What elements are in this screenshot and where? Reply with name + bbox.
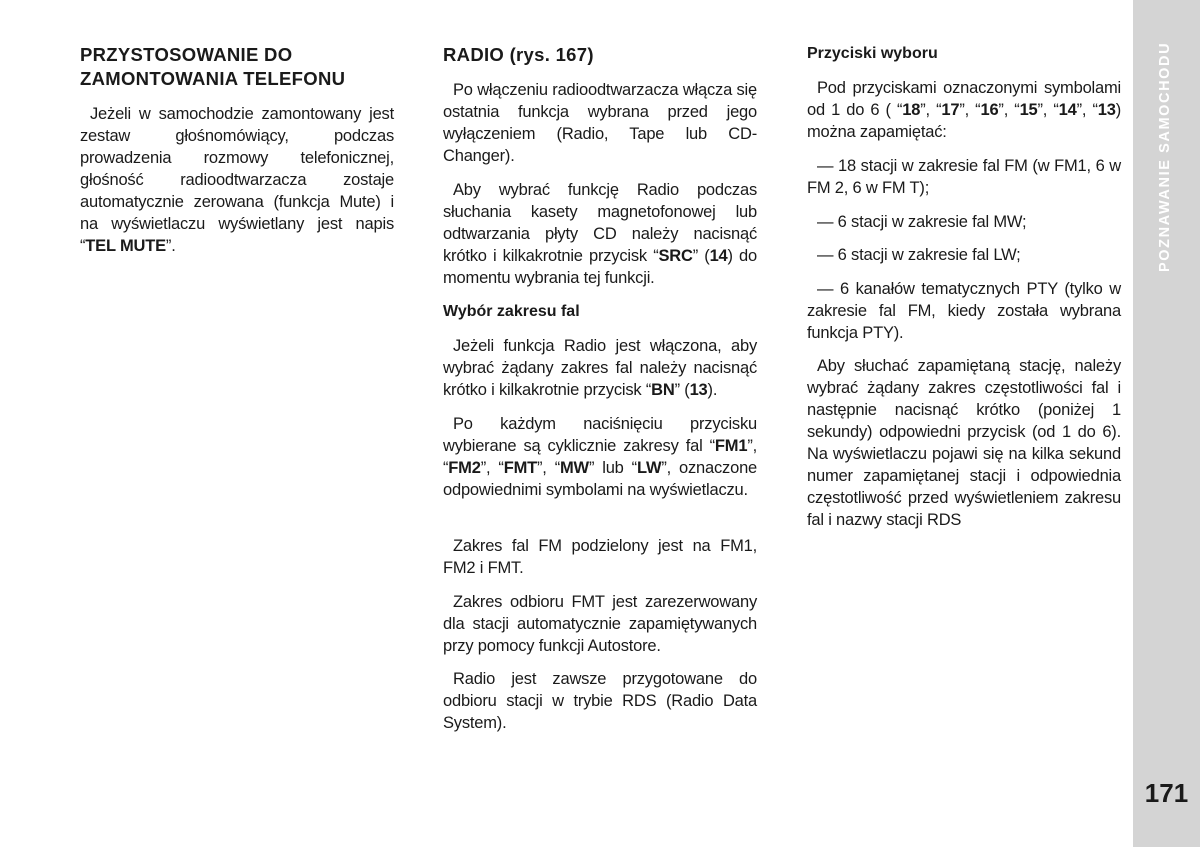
band-fm2: FM2	[448, 459, 481, 477]
radio-paragraph-3	[443, 335, 757, 401]
text: Jeżeli funkcja Radio jest włączona, aby wybrać żądany zakres fal należy nacisnąć krótko i kilkakrotnie przycisk “	[443, 337, 757, 399]
radio-paragraph-5: Zakres fal FM podzielony jest na FM1, FM2 i FMT.	[443, 537, 757, 577]
text: Aby wybrać funkcję Radio podczas słuchania kasety magnetofonowej lub odtwarzania płyty CD należy nacisnąć krótko i kilkakrotnie przycisk “	[443, 181, 757, 265]
text: ).	[707, 381, 718, 399]
radio-paragraph-4	[443, 413, 757, 501]
subheading-band-selection: Wybór zakresu fal	[443, 303, 580, 320]
tel-mute-label: TEL MUTE	[85, 237, 166, 255]
band-lw: LW	[636, 459, 662, 477]
list-item-lw: — 6 stacji w zakresie fal LW;	[817, 246, 1021, 264]
telephone-paragraph	[80, 103, 394, 257]
src-key: SRC	[658, 247, 693, 265]
radio-paragraph-2	[443, 179, 757, 289]
radio-paragraph-6: Zakres odbioru FMT jest zarezerwowany dla stacji automatycznie zapamiętywanych przy pomocy funkcji Autostore.	[443, 593, 757, 655]
key-15: 15	[1019, 101, 1038, 119]
list-item-mw: — 6 stacji w zakresie fal MW;	[817, 213, 1027, 231]
text: ) do momentu wybrania tej funkcji.	[443, 247, 757, 287]
text: ”, “	[1037, 101, 1059, 119]
heading-line-1: PRZYSTOSOWANIE DO	[80, 44, 293, 65]
list-item-fm: — 18 stacji w zakresie fal FM (w FM1, 6 w FM 2, 6 w FM T);	[807, 157, 1121, 197]
band-mw: MW	[560, 459, 589, 477]
text: ”.	[165, 237, 176, 255]
text: ” lub “	[588, 459, 637, 477]
page-number: 171	[1144, 778, 1189, 808]
text: ” (	[692, 247, 710, 265]
text: ) można zapamiętać:	[807, 101, 1121, 141]
band-fmt: FMT	[503, 459, 538, 477]
section-heading-telephone	[80, 43, 345, 91]
section-heading-radio	[443, 43, 594, 67]
preset-intro-paragraph	[807, 77, 1121, 143]
key-number: 13	[689, 381, 708, 399]
text: Pod przyciskami oznaczonymi symbolami od 1 do 6 ( “	[807, 79, 1121, 119]
text: ”, “	[480, 459, 504, 477]
text: ” (	[674, 381, 690, 399]
radio-paragraph-1: Po włączeniu radioodtwarzacza włącza się ostatnia funkcja wybrana przed jego wyłączeniem (Radio, Tape lub CD-Changer).	[443, 81, 757, 165]
text: ”, “	[1076, 101, 1098, 119]
list-item-pty: — 6 kanałów tematycznych PTY (tylko w zakresie fal FM, kiedy została wybrana funkcja PTY).	[807, 280, 1121, 342]
key-14: 14	[1058, 101, 1077, 119]
heading-radio: RADIO	[443, 44, 505, 65]
text: ”, “	[998, 101, 1020, 119]
key-17: 17	[941, 101, 960, 119]
band-fm1: FM1	[714, 437, 748, 455]
text: ”, “	[537, 459, 561, 477]
heading-figure-ref: (rys. 167)	[504, 44, 594, 65]
chapter-title: POZNAWANIE SAMOCHODU	[1157, 42, 1173, 273]
text: ”, oznaczone odpowiednimi symbolami na wyświetlaczu.	[443, 459, 758, 499]
text: ”, “	[920, 101, 942, 119]
text: Jeżeli w samochodzie zamontowany jest zestaw głośnomówiący, podczas prowadzenia rozmowy telefonicznej, głośność radioodtwarzacza zostaje automatycznie zerowana (funkcja Mute) i na wyświetlaczu wyświetlany jest napis “	[80, 105, 394, 255]
key-16: 16	[980, 101, 999, 119]
text: Po każdym naciśnięciu przycisku wybierane są cyklicznie zakresy fal “	[443, 415, 757, 455]
heading-line-2: ZAMONTOWANIA TELEFONU	[80, 68, 346, 89]
bn-key: BN	[651, 381, 675, 399]
preset-usage-paragraph: Aby słuchać zapamiętaną stację, należy wybrać żądany zakres częstotliwości fal i następnie nacisnąć krótko (poniżej 1 sekundy) odpowiedni przycisk (od 1 do 6). Na wyświetlaczu pojawi się na kilka sekund numer zapamiętanej stacji i odpowiednia częstotliwość przed wyświetleniem zakresu fal i nazwy stacji RDS	[807, 357, 1121, 529]
key-13: 13	[1097, 101, 1116, 119]
subheading-preset-buttons: Przyciski wyboru	[807, 45, 938, 62]
radio-paragraph-7: Radio jest zawsze przygotowane do odbioru stacji w trybie RDS (Radio Data System).	[443, 670, 757, 732]
text: ”, “	[959, 101, 981, 119]
text: ”, “	[443, 437, 757, 477]
key-number: 14	[709, 247, 728, 265]
key-18: 18	[902, 101, 921, 119]
